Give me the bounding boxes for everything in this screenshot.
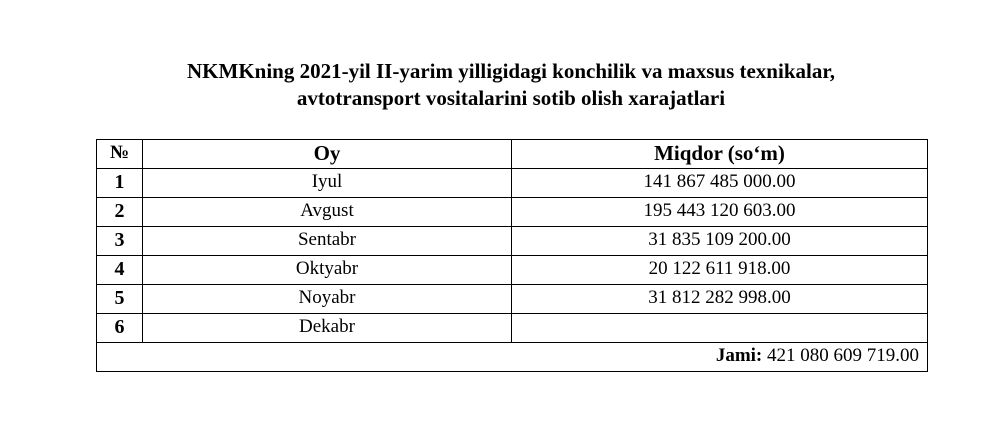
table-row (97, 256, 928, 285)
row-month: Oktyabr (143, 256, 512, 285)
expenses-table (96, 139, 928, 372)
total-row (97, 343, 928, 372)
row-month: Iyul (143, 169, 512, 198)
row-amount (512, 314, 928, 343)
table-row (97, 169, 928, 198)
table-header-row (97, 140, 928, 169)
total-value: 421 080 609 719.00 (762, 345, 919, 366)
header-amount: Miqdor (so‘m) (512, 140, 928, 169)
row-month: Dekabr (143, 314, 512, 343)
table-row (97, 198, 928, 227)
row-amount: 141 867 485 000.00 (512, 169, 928, 198)
row-number: 3 (97, 227, 143, 256)
row-amount: 195 443 120 603.00 (512, 198, 928, 227)
row-number: 2 (97, 198, 143, 227)
total-label: Jami: (715, 345, 763, 366)
row-month: Avgust (143, 198, 512, 227)
document-title (0, 58, 988, 112)
total-cell (97, 343, 928, 372)
title-line-1: NKMKning 2021-yil II-yarim yilligidagi konchilik va maxsus texnikalar, (187, 59, 835, 83)
header-number: № (97, 140, 143, 169)
row-number: 6 (97, 314, 143, 343)
row-month: Noyabr (143, 285, 512, 314)
table-row (97, 314, 928, 343)
row-number: 1 (97, 169, 143, 198)
row-number: 5 (97, 285, 143, 314)
row-amount: 31 812 282 998.00 (512, 285, 928, 314)
table-row (97, 227, 928, 256)
title-line-2: avtotransport vositalarini sotib olish xarajatlari (296, 86, 726, 110)
row-number: 4 (97, 256, 143, 285)
table-row (97, 285, 928, 314)
row-amount: 20 122 611 918.00 (512, 256, 928, 285)
row-amount: 31 835 109 200.00 (512, 227, 928, 256)
row-month: Sentabr (143, 227, 512, 256)
header-month: Oy (143, 140, 512, 169)
